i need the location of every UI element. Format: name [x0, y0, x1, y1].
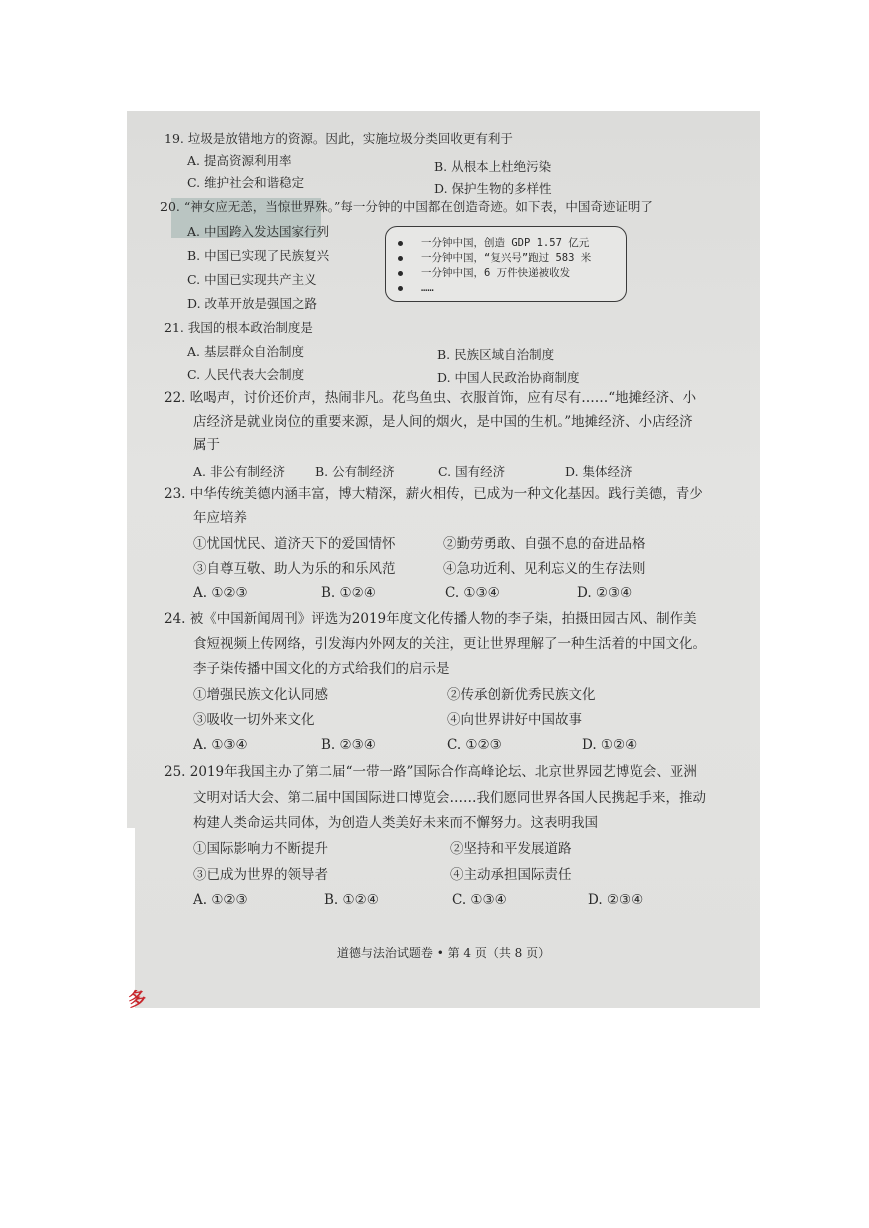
statement-4: ④向世界讲好中国故事	[447, 712, 582, 728]
option-b: B. ①②④	[321, 585, 376, 601]
statement-1: ①国际影响力不断提升	[193, 841, 328, 857]
question-stem: 20. “神女应无恙，当惊世界殊。”每一分钟的中国都在创造奇迹。如下表，中国奇迹证明了	[160, 199, 653, 214]
option-a: A. 中国跨入发达国家行列	[187, 224, 329, 239]
option-c: C. 国有经济	[438, 464, 506, 479]
question-stem-line: 25. 2019年我国主办了第二届“一带一路”国际合作高峰论坛、北京世界园艺博览会、亚洲	[164, 764, 697, 780]
question-stem-line: 食短视频上传网络，引发海内外网友的关注，更让世界理解了一种生活着的中国文化。	[193, 636, 706, 652]
option-d: D. ②③④	[588, 892, 644, 908]
option-d: D. 改革开放是强国之路	[187, 296, 318, 311]
bullet-icon	[398, 241, 403, 246]
option-a: A. ①②③	[193, 892, 248, 908]
option-a: A. ①②③	[193, 585, 248, 601]
bullet-icon	[398, 256, 403, 261]
statement-3: ③吸收一切外来文化	[193, 712, 315, 728]
question-stem-line: 李子柒传播中国文化的方式给我们的启示是	[193, 661, 450, 677]
option-b: B. ②③④	[321, 737, 376, 753]
question-stem-line: 24. 被《中国新闻周刊》评选为2019年度文化传播人物的李子柒，拍摄田园古风、制作美	[164, 611, 697, 627]
option-c: C. 人民代表大会制度	[187, 367, 305, 382]
option-c: C. ①②③	[447, 737, 502, 753]
option-c: C. ①③④	[445, 585, 500, 601]
option-b: B. ①②④	[324, 892, 379, 908]
question-stem-line: 属于	[193, 437, 220, 453]
option-c: C. ①③④	[452, 892, 507, 908]
statement-1: ①增强民族文化认同感	[193, 687, 328, 703]
bullet-icon	[398, 271, 403, 276]
statement-4: ④主动承担国际责任	[450, 867, 572, 883]
info-callout-box	[385, 226, 627, 302]
option-a: A. 提高资源利用率	[187, 153, 292, 168]
page-footer: 道德与法治试题卷 • 第 4 页（共 8 页）	[336, 946, 551, 960]
statement-2: ②传承创新优秀民族文化	[447, 687, 596, 703]
option-b: B. 民族区域自治制度	[437, 347, 555, 362]
red-handwritten-mark: 多	[126, 987, 148, 1012]
callout-line: 一分钟中国，“复兴号”跑过 583 米	[421, 252, 592, 264]
option-d: D. ①②④	[582, 737, 638, 753]
option-b: B. 中国已实现了民族复兴	[187, 248, 330, 263]
option-a: A. ①③④	[193, 737, 248, 753]
option-b: B. 从根本上杜绝污染	[434, 159, 552, 174]
statement-3: ③自尊互敬、助人为乐的和乐风范	[193, 561, 396, 577]
question-stem: 21. 我国的根本政治制度是	[164, 320, 313, 335]
paper-edge	[127, 828, 135, 1008]
option-b: B. 公有制经济	[315, 464, 395, 479]
question-stem-line: 构建人类命运共同体，为创造人类美好未来而不懈努力。这表明我国	[193, 815, 598, 831]
statement-1: ①忧国忧民、道济天下的爱国情怀	[193, 536, 396, 552]
question-stem: 19. 垃圾是放错地方的资源。因此，实施垃圾分类回收更有利于	[164, 131, 513, 146]
bullet-icon	[398, 286, 403, 291]
callout-line: 一分钟中国，6 万件快递被收发	[421, 267, 571, 279]
exam-page	[127, 111, 760, 1008]
question-stem-line: 23. 中华传统美德内涵丰富，博大精深，薪火相传，已成为一种文化基因。践行美德，青少	[164, 486, 703, 502]
question-stem-line: 店经济是就业岗位的重要来源，是人间的烟火，是中国的生机。”地摊经济、小店经济	[193, 414, 693, 430]
statement-4: ④急功近利、见利忘义的生存法则	[443, 561, 646, 577]
option-d: D. 保护生物的多样性	[434, 181, 552, 196]
callout-line: 一分钟中国，创造 GDP 1.57 亿元	[421, 237, 590, 249]
statement-3: ③已成为世界的领导者	[193, 867, 328, 883]
question-stem-line: 年应培养	[193, 510, 247, 526]
option-c: C. 中国已实现共产主义	[187, 272, 317, 287]
option-d: D. 中国人民政治协商制度	[437, 370, 580, 385]
question-stem-line: 22. 吆喝声，讨价还价声，热闹非凡。花鸟鱼虫、衣服首饰，应有尽有……“地摊经济、小	[164, 390, 697, 406]
option-a: A. 基层群众自治制度	[187, 344, 304, 359]
question-stem-line: 文明对话大会、第二届中国国际进口博览会……我们愿同世界各国人民携起手来，推动	[193, 790, 706, 806]
option-d: D. ②③④	[577, 585, 633, 601]
option-a: A. 非公有制经济	[193, 464, 285, 479]
callout-line: ……	[421, 282, 434, 294]
option-d: D. 集体经济	[565, 464, 633, 479]
statement-2: ②勤劳勇敢、自强不息的奋进品格	[443, 536, 646, 552]
option-c: C. 维护社会和谐稳定	[187, 175, 305, 190]
statement-2: ②坚持和平发展道路	[450, 841, 572, 857]
